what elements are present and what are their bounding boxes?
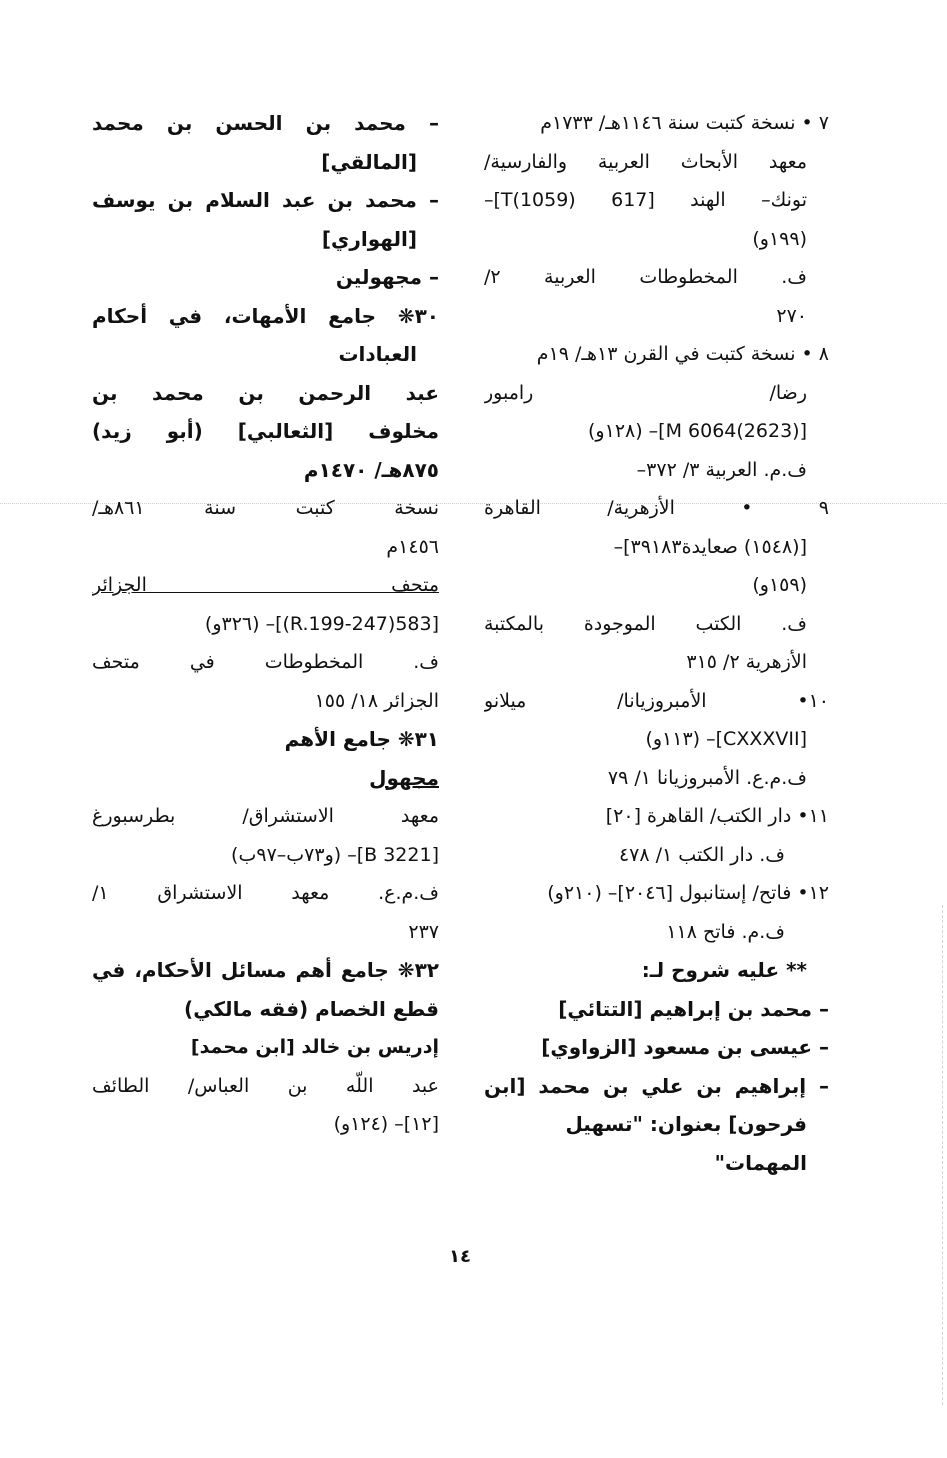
scan-page-edge bbox=[942, 905, 943, 1405]
work-32-library: عبد اللّه بن العباس/ الطائف bbox=[92, 1074, 439, 1097]
work-30-shelfmark: [583(247-R.199)]– (٣٢٦و) bbox=[204, 612, 439, 635]
commentator-5: – محمد بن عبد السلام بن يوسف bbox=[92, 188, 439, 212]
commentator-3-title-end: المهمات" bbox=[714, 1150, 807, 1175]
entry-9-heading: ٩ • الأزهرية/ القاهرة bbox=[484, 497, 829, 519]
entry-9-catalog-page: الأزهرية ٢/ ٣١٥ bbox=[686, 651, 807, 673]
work-30-copy-date-cont: ١٤٥٦م bbox=[386, 535, 439, 558]
entry-7-shelfmark: تونك– الهند [617 T(1059)]– bbox=[484, 189, 807, 211]
entry-11-heading: ١١• دار الكتب/ القاهرة [٢٠] bbox=[605, 805, 829, 827]
commentator-3: – إبراهيم بن علي بن محمد [ابن bbox=[484, 1073, 829, 1098]
entry-8-library: رضا/ رامبور bbox=[484, 381, 807, 404]
commentator-4: – محمد بن الحسن بن محمد bbox=[92, 111, 439, 135]
work-32-title-cont: قطع الخصام (فقه مالكي) bbox=[184, 996, 439, 1021]
work-31-catalog: ف.م.ع. معهد الاستشراق ١/ bbox=[92, 882, 439, 904]
work-30-author-cont: مخلوف [الثعالبي] (أبو زيد) bbox=[92, 419, 439, 443]
work-30-library: متحف الجزائر bbox=[92, 574, 439, 596]
entry-10-shelfmark: [CXXXVII]– (١١٣و) bbox=[645, 728, 807, 750]
entry-12-catalog: ف.م. فاتح ١١٨ bbox=[666, 920, 785, 943]
commentaries-heading: ** عليه شروح لـ: bbox=[641, 958, 807, 982]
entry-8-shelfmark: [M 6064(2623)]– (١٢٨و) bbox=[588, 420, 807, 442]
work-32-author: إدريس بن خالد [ابن محمد] bbox=[190, 1036, 439, 1058]
entry-7-library: معهد الأبحاث العربية والفارسية/ bbox=[484, 150, 807, 173]
entry-10-heading: ١٠• الأمبروزيانا/ ميلانو bbox=[484, 689, 829, 712]
work-31-author: مجهول bbox=[369, 765, 439, 790]
entry-12-heading: ١٢• فاتح/ إستانبول [٢٠٤٦]– (٢١٠و) bbox=[547, 882, 829, 904]
entry-10-catalog: ف.م.ع. الأمبروزيانا ١/ ٧٩ bbox=[607, 766, 807, 789]
entry-7-folio: (١٩٩و) bbox=[752, 227, 807, 250]
work-30-catalog-page: الجزائر ١٨/ ١٥٥ bbox=[314, 689, 439, 712]
entry-8-heading: ٨ • نسخة كتبت في القرن ١٣هـ/ ١٩م bbox=[536, 343, 829, 365]
work-30-title-cont: العبادات bbox=[338, 342, 417, 366]
work-32-title: ٣٢❋ جامع أهم مسائل الأحكام، في bbox=[92, 958, 439, 982]
commentator-3-cont: فرحون] بعنوان: "تسهيل bbox=[565, 1112, 807, 1136]
page-number: ١٤ bbox=[449, 1246, 471, 1267]
work-32-shelfmark: [١٢]– (١٢٤و) bbox=[333, 1113, 439, 1135]
commentator-2: – عيسى بن مسعود [الزواوي] bbox=[541, 1035, 829, 1059]
entry-7-catalog-page: ٢٧٠ bbox=[776, 304, 807, 327]
entry-9-catalog: ف. الكتب الموجودة بالمكتبة bbox=[484, 612, 807, 635]
work-30-author: عبد الرحمن بن محمد بن bbox=[92, 380, 439, 405]
work-31-title: ٣١❋ جامع الأهم bbox=[284, 727, 439, 751]
work-30-death-date: ٨٧٥هـ/ ١٤٧٠م bbox=[303, 457, 439, 482]
work-30-title: ٣٠❋ جامع الأمهات، في أحكام bbox=[92, 303, 439, 328]
work-31-library: معهد الاستشراق/ بطرسبورغ bbox=[92, 805, 439, 827]
entry-8-catalog: ف.م. العربية ٣/ ٣٧٢– bbox=[636, 458, 807, 481]
commentator-1: – محمد بن إبراهيم [التتائي] bbox=[558, 996, 829, 1021]
work-31-catalog-page: ٢٣٧ bbox=[408, 920, 439, 943]
commentator-5-nisba: [الهواري] bbox=[321, 226, 417, 251]
entry-9-folio: (١٥٩و) bbox=[752, 574, 807, 596]
commentator-4-nisba: [المالقي] bbox=[321, 149, 417, 174]
commentator-6: – مجهولين bbox=[335, 265, 439, 289]
left-column bbox=[92, 104, 439, 1144]
entry-9-shelfmark: [(١٥٤٨) صعايدة٣٩١٨٣]– bbox=[613, 535, 807, 558]
work-30-copy-date: نسخة كتبت سنة ٨٦١هـ/ bbox=[92, 497, 439, 519]
work-30-catalog: ف. المخطوطات في متحف bbox=[92, 651, 439, 673]
entry-11-catalog: ف. دار الكتب ١/ ٤٧٨ bbox=[618, 843, 785, 866]
right-column bbox=[484, 104, 829, 1182]
entry-7-heading: ٧ • نسخة كتبت سنة ١١٤٦هـ/ ١٧٣٣م bbox=[540, 112, 829, 134]
work-31-shelfmark: [B 3221]– (و٧٣ب–٩٧ب) bbox=[231, 843, 439, 866]
entry-7-catalog: ف. المخطوطات العربية ٢/ bbox=[484, 266, 807, 288]
